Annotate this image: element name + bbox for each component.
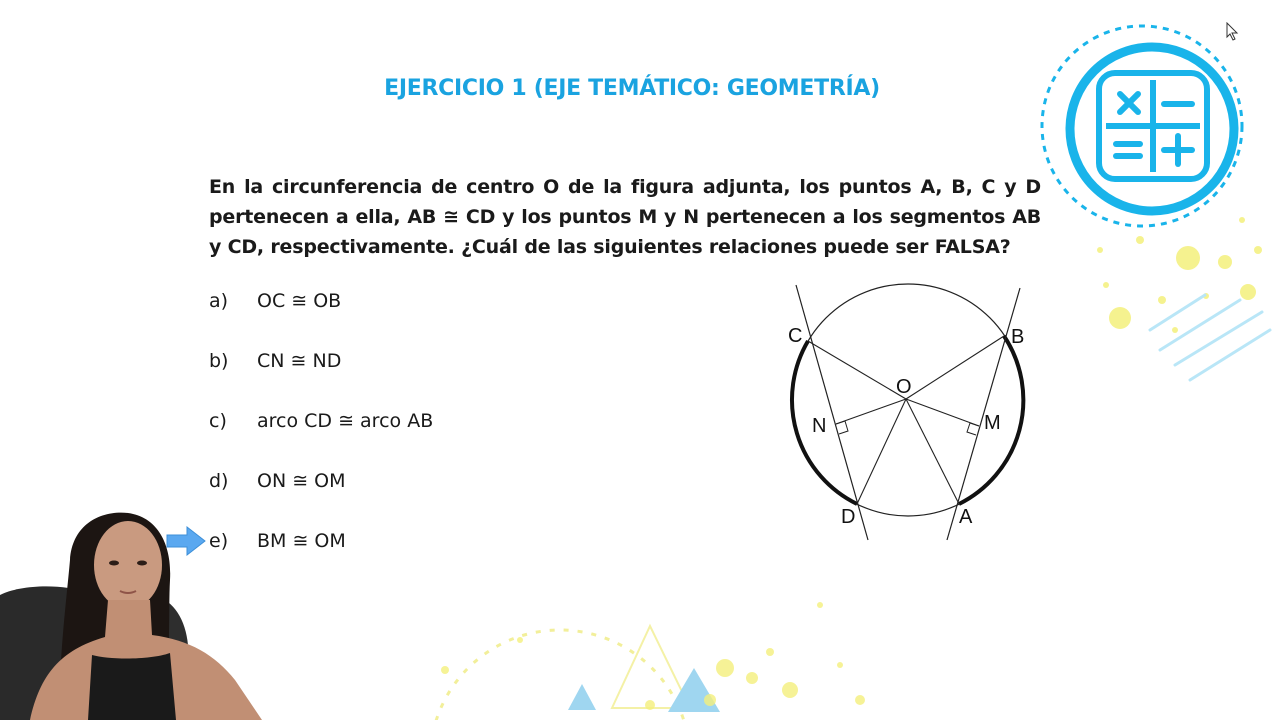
- option-text: ON ≅ OM: [257, 470, 346, 492]
- presenter-video: [0, 505, 270, 720]
- label-m: M: [984, 412, 1001, 434]
- segment-od: [857, 399, 906, 504]
- segment-oa: [906, 399, 959, 504]
- label-n: N: [812, 415, 827, 437]
- option-text: CN ≅ ND: [257, 350, 342, 372]
- label-d: D: [841, 506, 856, 528]
- option-letter: d): [209, 470, 229, 492]
- segment-om: [906, 399, 979, 426]
- option-text: BM ≅ OM: [257, 530, 346, 552]
- circle-figure: [770, 280, 1050, 550]
- problem-statement: En la circunferencia de centro O de la figura adjunta, los puntos A, B, C y D pertenecen a ella, AB ≅ CD y los puntos M y N pertenecen a los segmentos AB y CD, respectivamente. ¿Cuál de las siguientes relaciones puede ser FALSA?: [209, 176, 1041, 258]
- option-letter: e): [209, 530, 229, 552]
- segment-ob: [906, 336, 1004, 399]
- option-text: arco CD ≅ arco AB: [257, 410, 434, 432]
- line-cd: [796, 285, 868, 540]
- option-letter: b): [209, 350, 229, 372]
- option-letter: c): [209, 410, 227, 432]
- mouse-cursor-icon: [1226, 22, 1240, 42]
- calculator-symbols-icon: [1040, 12, 1250, 242]
- exercise-title: EJERCICIO 1 (EJE TEMÁTICO: GEOMETRÍA): [384, 76, 880, 101]
- label-b: B: [1011, 326, 1025, 348]
- label-o: O: [896, 376, 912, 398]
- option-text: OC ≅ OB: [257, 290, 342, 312]
- option-letter: a): [209, 290, 229, 312]
- label-c: C: [788, 325, 803, 347]
- label-a: A: [959, 506, 973, 528]
- segment-oc: [808, 341, 906, 399]
